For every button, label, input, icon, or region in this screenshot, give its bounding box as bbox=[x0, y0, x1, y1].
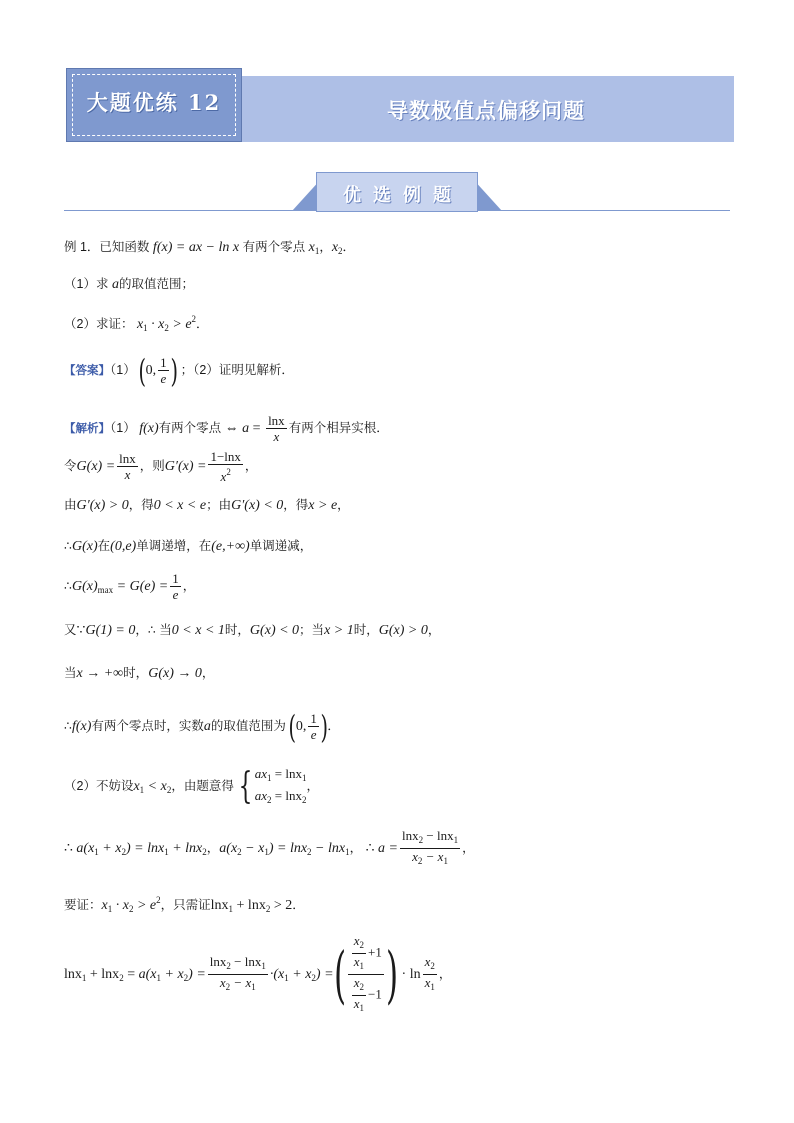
sol-l12-frac-ln: $\frac{x_2}{x_1}$ bbox=[423, 954, 437, 995]
sol-l3-comma: ， bbox=[337, 498, 350, 512]
solution-line-7 bbox=[64, 664, 214, 683]
sol-l12-times: $\cdot(x_1 + x_2)$ = bbox=[269, 967, 334, 983]
sol-l10-diff: $a(x_2 - x_1) = \ln x_2 - \ln x_1$ bbox=[219, 840, 350, 857]
sol-l12-compound-frac: $\frac{x_2}{x_1}$ +1 $\frac{x_2}{x_1}$ −1 bbox=[348, 933, 384, 1016]
sol-l5-Gmax: $G(x)_{max} = G(e)$ = bbox=[71, 579, 169, 595]
solution-line-9 bbox=[64, 764, 319, 812]
sol-l2-a: 令 bbox=[64, 459, 77, 473]
sol-l3-res2: x > e bbox=[308, 498, 338, 513]
sol-l3-d: ，得 bbox=[283, 498, 309, 512]
comma: ， bbox=[319, 240, 332, 254]
sys-eq-2: $ax_2 = \ln x_2$ bbox=[254, 787, 307, 805]
section-label-box bbox=[316, 172, 478, 212]
sol-l9-system bbox=[255, 765, 307, 809]
answer-interval-zero: 0, bbox=[145, 363, 157, 378]
sol-l12-lhs: lnx$_1$ + lnx$_2$ = bbox=[64, 967, 139, 983]
sol-l8-a: ∴ bbox=[64, 719, 72, 733]
sol-l11-b: ，只需证 bbox=[160, 898, 211, 912]
sol-l3-c: ；由 bbox=[206, 498, 232, 512]
sol-l6-range2: x > 1 bbox=[324, 623, 354, 638]
sol-l9-comma: ， bbox=[306, 779, 320, 793]
solution-line-2 bbox=[64, 448, 257, 485]
solution-tag: 【解析】 bbox=[64, 423, 110, 435]
sol-l3-cond2: G′(x) < 0 bbox=[231, 498, 284, 513]
solution-line-4 bbox=[64, 537, 312, 556]
sol-l8-period: ． bbox=[327, 719, 340, 733]
sol-l12-inner-den: $\frac{x_2}{x_1}$ bbox=[352, 975, 366, 1016]
sol-l6-d: ；当 bbox=[299, 623, 325, 637]
sol-l2-frac-1: $\frac{\ln x}{x}$ bbox=[119, 451, 136, 483]
solution-line-12 bbox=[64, 932, 451, 1020]
header-banner bbox=[66, 68, 734, 142]
sol-l11-a: 要证： bbox=[64, 898, 102, 912]
sol-l11-period: ． bbox=[292, 898, 305, 912]
sol-l9-assume: $x_1 < x_2$ bbox=[133, 779, 172, 795]
solution-line-3 bbox=[64, 496, 350, 515]
solution-line-11 bbox=[64, 891, 305, 918]
solution-line-1 bbox=[64, 410, 389, 447]
sol-l3-a: 由 bbox=[64, 498, 77, 512]
q2-prefix: （2）求证： bbox=[64, 317, 134, 331]
solution-line-6 bbox=[64, 621, 440, 640]
sol-l1-fx: f(x) bbox=[139, 421, 159, 436]
zero-points: $x_1$ bbox=[308, 240, 320, 256]
q1-variable: a bbox=[111, 277, 119, 292]
sol-l7-a: 当 bbox=[64, 666, 77, 680]
sol-l4-d: 单调递减， bbox=[249, 539, 313, 553]
banner-label-box bbox=[66, 68, 242, 142]
sol-l6-b: ，∴ 当 bbox=[135, 623, 172, 637]
page-title: 导数极值点偏移问题 bbox=[387, 100, 585, 123]
sol-l2-comma: ， bbox=[244, 459, 258, 473]
sol-l5-frac-den: e bbox=[170, 586, 181, 602]
sol-l3-b: ，得 bbox=[128, 498, 154, 512]
sys-eq-1: $ax_1 = \ln x_1$ bbox=[254, 765, 307, 783]
sol-l9-b: ，由题意得 bbox=[171, 779, 234, 793]
sol-l8-close: ) bbox=[320, 707, 328, 746]
answer-tag: 【答案】 bbox=[64, 365, 110, 377]
sol-l2-frac-2: $\frac{1-\ln x}{x^2}$ bbox=[210, 449, 241, 485]
sol-l9-a: （2）不妨设 bbox=[64, 779, 134, 793]
banner-label: 大题优练 12 bbox=[86, 90, 222, 115]
since-symbol: ∵ bbox=[76, 623, 86, 638]
sol-l12-close: ) bbox=[385, 937, 398, 1011]
sol-l5-a: ∴ bbox=[64, 579, 72, 593]
sol-l2-Gx: G(x) = bbox=[76, 459, 116, 474]
sol-l8-frac: $\frac{1}{e}$ bbox=[310, 711, 317, 743]
sol-l8-fx: f(x) bbox=[71, 719, 92, 734]
sol-l12-frac1: $\frac{\ln x_2 - \ln x_1}{x_2 - x_1}$ bbox=[208, 954, 268, 995]
answer-interval-close: ) bbox=[170, 351, 178, 390]
sol-l2-b: ，则 bbox=[139, 459, 165, 473]
example-intro-tail: 有两个零点 bbox=[242, 240, 306, 254]
sol-l7-result: G(x) → 0 bbox=[148, 666, 202, 681]
banner-title-bar bbox=[238, 76, 734, 142]
sol-l8-open: ( bbox=[288, 707, 297, 746]
sol-l10-sum: $a(x_1 + x_2) = \ln x_1 + \ln x_2$ bbox=[76, 840, 207, 857]
sol-l7-b: 时， bbox=[123, 666, 149, 680]
sol-l4-b: 在 bbox=[97, 539, 111, 553]
sol-l12-mid: $a(x_1 + x_2)$ = bbox=[138, 967, 206, 983]
answer-fraction bbox=[158, 355, 169, 386]
sol-l2-Gprime: G′(x) = bbox=[164, 459, 207, 474]
sol-l4-c: 单调递增，在 bbox=[136, 539, 212, 553]
example-intro: 例 1．已知函数 bbox=[64, 240, 150, 254]
sol-l10-comma1: ， bbox=[206, 840, 220, 855]
sol-l5-comma: ， bbox=[182, 579, 196, 593]
answer-part2: ；（2）证明见解析． bbox=[180, 363, 294, 377]
sol-l11-goal: $x_1 \cdot x_2 > e^2$ bbox=[101, 895, 161, 914]
sol-l10-comma2: ， bbox=[349, 840, 363, 855]
sol-l1-b: 有两个零点 bbox=[158, 421, 222, 435]
sol-l6-c: 时， bbox=[224, 623, 250, 637]
sol-l1-c: 有两个相异实根． bbox=[288, 421, 389, 435]
section-label: 优选例题 bbox=[343, 185, 463, 205]
sol-l8-b: 有两个零点时，实数 bbox=[91, 719, 204, 733]
sol-l6-range1: 0 < x < 1 bbox=[171, 623, 225, 638]
sol-l12-open: ( bbox=[333, 937, 346, 1011]
sol-l5-frac bbox=[170, 571, 181, 602]
sol-l11-need: lnx$_1$ + lnx$_2$ > 2 bbox=[210, 898, 293, 914]
q1-prefix: （1）求 bbox=[64, 277, 109, 291]
sol-l8-a-var: a bbox=[203, 719, 211, 734]
sol-l4-Gx: G(x) bbox=[71, 539, 98, 554]
sol-l8-zero: 0, bbox=[295, 719, 307, 734]
sol-l4-interval1: (0,e) bbox=[110, 539, 137, 554]
sol-l6-pos: G(x) > 0 bbox=[378, 623, 428, 638]
solution-line-10 bbox=[64, 828, 475, 870]
sol-l7-limit: x → +∞ bbox=[76, 666, 124, 681]
function-definition: f(x) = ax − ln x bbox=[152, 240, 240, 255]
sol-l10-a: a = bbox=[378, 840, 398, 856]
sol-l4-a: ∴ bbox=[64, 539, 72, 553]
sol-l4-interval2: (e,+∞) bbox=[211, 539, 250, 554]
sol-l9-brace: { bbox=[238, 765, 253, 807]
answer-frac-num: 1 bbox=[160, 355, 167, 371]
solution-line-5 bbox=[64, 568, 195, 608]
sol-l5-frac-num: 1 bbox=[172, 571, 179, 587]
sol-l6-G1: G(1) = 0 bbox=[85, 623, 136, 638]
question-2 bbox=[64, 310, 209, 337]
q1-tail: 的取值范围； bbox=[118, 277, 194, 291]
q2-expression: $x_1 \cdot x_2 > e^2$ bbox=[136, 314, 197, 333]
sol-l1-a: （1） bbox=[110, 421, 136, 435]
sol-l10-frac: $\frac{\ln x_2 - \ln x_1}{x_2 - x_1}$ bbox=[400, 828, 460, 869]
answer-part1: （1） bbox=[110, 363, 136, 377]
iff-symbol: ⇔ bbox=[221, 421, 243, 436]
answer-line bbox=[64, 352, 294, 389]
sol-l3-res1: 0 < x < e bbox=[153, 498, 207, 513]
therefore-symbol: ∴ bbox=[64, 840, 73, 856]
zero-point-2: $x_2$ bbox=[331, 240, 343, 256]
answer-frac-den: e bbox=[158, 370, 169, 386]
question-1 bbox=[64, 275, 194, 294]
sol-l6-a: 又 bbox=[64, 623, 77, 637]
sol-l12-ln: · ln bbox=[398, 967, 421, 982]
sol-l1-a-var: a bbox=[242, 421, 250, 436]
sol-l1-eq: = bbox=[249, 421, 265, 436]
sol-l3-cond1: G′(x) > 0 bbox=[76, 498, 129, 513]
sol-l8-c: 的取值范围为 bbox=[210, 719, 286, 733]
sol-l1-fraction: $\frac{\ln x}{x}$ bbox=[268, 413, 285, 445]
sol-l12-comma: ， bbox=[438, 967, 452, 981]
sol-l12-inner-num: $\frac{x_2}{x_1}$ bbox=[352, 933, 366, 974]
q2-period: ． bbox=[196, 317, 209, 331]
therefore-symbol-2: ∴ bbox=[362, 840, 379, 856]
sol-l6-comma: ， bbox=[427, 623, 441, 637]
example-statement bbox=[64, 238, 355, 260]
section-header bbox=[64, 172, 730, 214]
sol-l7-comma: ， bbox=[201, 666, 215, 680]
sol-l6-neg: G(x) < 0 bbox=[249, 623, 300, 638]
period: ． bbox=[342, 240, 356, 254]
solution-line-8 bbox=[64, 708, 340, 745]
sol-l10-comma3: ， bbox=[462, 840, 475, 855]
sol-l6-e: 时， bbox=[353, 623, 379, 637]
answer-interval-open: ( bbox=[138, 351, 147, 390]
